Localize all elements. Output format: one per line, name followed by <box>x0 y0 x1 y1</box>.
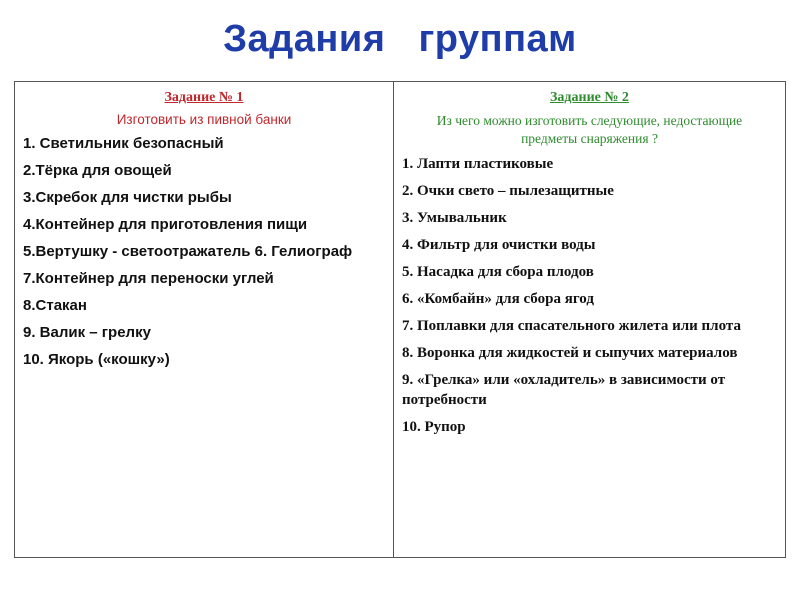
task1-heading: Задание № 1 <box>164 90 244 105</box>
list-item: 7. Поплавки для спасательного жилета или плота <box>402 318 741 334</box>
list-item: 8.Стакан <box>23 297 87 314</box>
tasks-table <box>14 81 786 558</box>
list-item: 2. Очки свето – пылезащитные <box>402 183 614 199</box>
list-item: 2.Тёрка для овощей <box>23 162 172 179</box>
list-item: 7.Контейнер для переноски углей <box>23 270 274 287</box>
list-item: 9. «Грелка» или «охладитель» в зависимости от потребности <box>402 372 726 408</box>
list-item: 5.Вертушку - светоотражатель 6. Гелиограф <box>23 243 353 260</box>
list-item: 5. Насадка для сбора плодов <box>402 264 594 280</box>
task1-list <box>23 134 385 370</box>
task1-subtitle: Изготовить из пивной банки <box>116 112 292 127</box>
list-item: 10. Рупор <box>402 419 466 435</box>
task2-column <box>394 82 785 557</box>
list-item: 4.Контейнер для приготовления пищи <box>23 216 308 233</box>
task2-subtitle: Из чего можно изготовить следующие, недостающие предметы снаряжения ? <box>436 113 743 146</box>
list-item: 9. Валик – грелку <box>23 324 151 341</box>
task1-column <box>15 82 394 557</box>
list-item: 3. Умывальник <box>402 210 507 226</box>
list-item: 10. Якорь («кошку») <box>23 351 170 368</box>
task2-list <box>402 154 777 437</box>
list-item: 4. Фильтр для очистки воды <box>402 237 596 253</box>
page-title: Задания группам <box>223 18 577 60</box>
list-item: 3.Скребок для чистки рыбы <box>23 189 232 206</box>
list-item: 8. Воронка для жидкостей и сыпучих материалов <box>402 345 738 361</box>
list-item: 1. Светильник безопасный <box>23 135 224 152</box>
list-item: 6. «Комбайн» для сбора ягод <box>402 291 594 307</box>
task2-heading: Задание № 2 <box>550 90 629 105</box>
list-item: 1. Лапти пластиковые <box>402 156 554 172</box>
